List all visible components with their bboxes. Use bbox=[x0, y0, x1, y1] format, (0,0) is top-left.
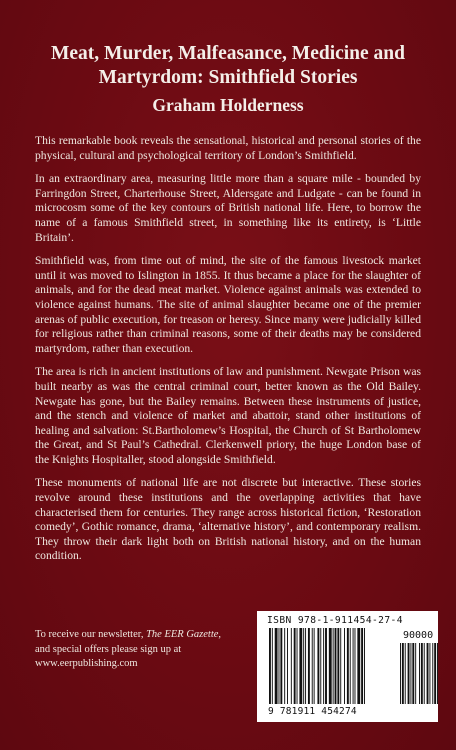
blurb-paragraph-2: In an extraordinary area, measuring little more than a square mile - bounded by Farringdon Street, Charterhouse Street, Aldersgate and Ludgate - can be found in microcosm some of the key contours of British national life. Here, to borrow the name of a famous Smithfield street, in something like its entirety, is ‘Little Britain’. bbox=[35, 172, 421, 244]
barcode-bar bbox=[303, 628, 304, 704]
barcode-bar bbox=[297, 628, 298, 704]
barcode-bar bbox=[340, 628, 341, 704]
barcode-bar bbox=[337, 628, 339, 704]
barcode-bar bbox=[305, 628, 306, 704]
barcode-bar bbox=[308, 628, 310, 704]
blurb-paragraph-1: This remarkable book reveals the sensational, historical and personal stories of the physical, cultural and psychological territory of London’s Smithfield. bbox=[35, 134, 421, 162]
barcode-bar bbox=[284, 628, 285, 704]
barcode-bar bbox=[275, 628, 278, 704]
newsletter-gazette-title: The EER Gazette bbox=[146, 629, 219, 640]
barcode-bar bbox=[325, 628, 327, 704]
publisher-website-link[interactable]: www.eerpublishing.com bbox=[35, 658, 138, 669]
price-bar bbox=[415, 643, 416, 704]
price-bar bbox=[410, 643, 411, 704]
blurb-paragraph-5: These monuments of national life are not discrete but interactive. These stories revolve around these institutions and the overlapping activities that have characterised them for centuries. They range across historical fiction, ‘Restoration comedy’, Gothic romance, drama, ‘alternative history’, and contemporary realism. They throw their dark light both on British national history, and on the human condition. bbox=[35, 476, 421, 563]
newsletter-signup bbox=[35, 628, 235, 672]
blurb-paragraph-4: The area is rich in ancient institutions of law and punishment. Newgate Prison was built nearby as was the central criminal court, better known as the Old Bailey. Newgate has gone, but the Bailey remains. Between these instruments of justice, and the stench and violence of market and abattoir, stand other institutions of healing and salvation: St.Bartholomew’s Hospital, the Church of St Bartholomew the Great, and St Paul’s Cathedral. Clerkenwell priory, the huge London base of the Knights Hospitaller, stood alongside Smithfield. bbox=[35, 365, 421, 466]
price-bar bbox=[419, 643, 420, 704]
barcode-bar bbox=[333, 628, 334, 704]
book-title: Meat, Murder, Malfeasance, Medicine and Martyrdom: Smithfield Stories bbox=[51, 43, 405, 88]
price-bar bbox=[429, 643, 430, 704]
barcode-bar bbox=[317, 628, 319, 704]
barcode-bar bbox=[269, 628, 271, 704]
barcode-bar bbox=[347, 628, 349, 704]
barcode-bar bbox=[287, 628, 288, 704]
price-code: 90000 bbox=[403, 630, 434, 641]
barcode-bar bbox=[312, 628, 313, 704]
price-bar bbox=[424, 643, 425, 704]
price-bar bbox=[421, 643, 423, 704]
barcode-bar bbox=[353, 628, 354, 704]
barcode-bar bbox=[299, 628, 302, 704]
barcode-bar bbox=[350, 628, 351, 704]
price-bar bbox=[408, 643, 410, 704]
barcode-bar bbox=[355, 628, 356, 704]
barcode-bar bbox=[323, 628, 324, 704]
price-bar bbox=[402, 643, 404, 704]
barcode-bar bbox=[329, 628, 332, 704]
price-bar bbox=[437, 643, 438, 704]
barcode-bar bbox=[272, 628, 273, 704]
isbn-barcode bbox=[257, 611, 438, 722]
price-bar bbox=[434, 643, 436, 704]
barcode-bar bbox=[361, 628, 363, 704]
blurb-paragraph-3: Smithfield was, from time out of mind, the site of the famous livestock market until it was moved to Islington in 1855. It thus became a place for the slaughter of animals, and for the dead meat market. Violence against animals was extended to violence against humans. The site of animal slaughter became one of the premier arenas of public execution, for treason or heresy. Since many were judicially killed for religious rather than criminal reasons, some of their deaths may be considered martyrdom, rather than execution. bbox=[35, 254, 421, 355]
price-bar bbox=[400, 643, 401, 704]
price-bar bbox=[412, 643, 414, 704]
barcode-bar bbox=[291, 628, 292, 704]
isbn-label: ISBN 978-1-911454-27-4 bbox=[267, 615, 403, 626]
barcode-bar bbox=[279, 628, 280, 704]
barcode-bar bbox=[314, 628, 315, 704]
author-name: Graham Holderness bbox=[152, 95, 304, 115]
price-bar bbox=[405, 643, 406, 704]
barcode-bar bbox=[320, 628, 321, 704]
newsletter-line-2: and special offers please sign up at bbox=[35, 643, 182, 655]
newsletter-comma: , bbox=[218, 629, 222, 640]
barcode-bar bbox=[344, 628, 345, 704]
price-bar bbox=[427, 643, 429, 704]
blurb bbox=[35, 134, 421, 573]
barcode-bar bbox=[357, 628, 360, 704]
barcode-bar bbox=[335, 628, 337, 704]
newsletter-text: To receive our newsletter, bbox=[35, 629, 147, 640]
newsletter-line-1 bbox=[35, 628, 235, 643]
barcode-bar bbox=[364, 628, 365, 704]
price-bar bbox=[432, 643, 433, 704]
barcode-digits: 9 781911 454274 bbox=[268, 706, 357, 717]
barcode-bar bbox=[280, 628, 282, 704]
barcode-bar bbox=[294, 628, 296, 704]
